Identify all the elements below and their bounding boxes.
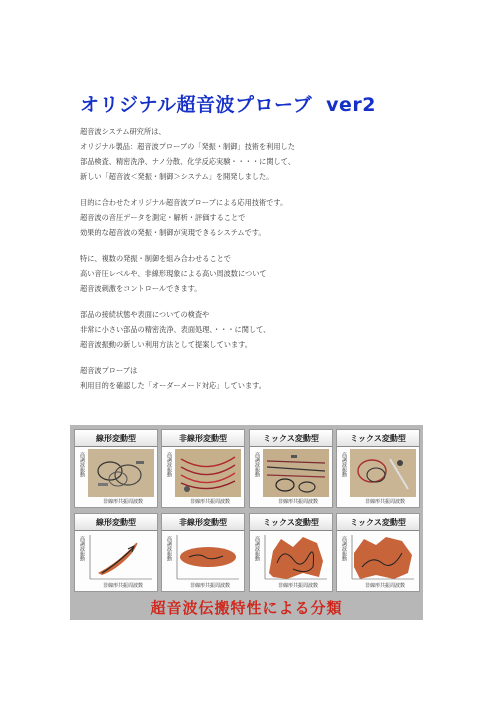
y-axis-label: 高調波振動 [79, 536, 85, 561]
panel-title: ミックス変動型 [250, 431, 332, 447]
panel-chart-4 [336, 513, 420, 592]
y-axis-label: 高調波振動 [341, 536, 347, 561]
paragraph-1 [80, 124, 420, 184]
y-axis-label: 高調波振動 [341, 452, 347, 477]
text-line: 部品検査、精密洗浄、ナノ分散、化学反応実験・・・・に関して、 [80, 157, 295, 166]
x-axis-label: 非線形共振周波数 [189, 499, 230, 505]
probe-photo [350, 449, 416, 497]
y-axis-label: 高調波振動 [254, 536, 260, 561]
text-line: オリジナル製品：超音波プローブの「発振・制御」技術を利用した [80, 142, 295, 151]
y-axis-label: 高調波振動 [254, 452, 260, 477]
panel-title: 線形変動型 [75, 431, 157, 447]
x-axis-label: 非線形共振周波数 [189, 583, 230, 589]
text-line: 超音波システム研究所は、 [80, 127, 166, 136]
y-axis-label: 高調波振動 [166, 536, 172, 561]
text-line: 部品の接続状態や表面についての検査や [80, 310, 210, 319]
title-version: ver2 [326, 94, 376, 116]
paragraph-2 [80, 195, 420, 240]
panel-title: ミックス変動型 [337, 515, 419, 531]
text-line: 効果的な超音波の発振・制御が実現できるシステムです。 [80, 228, 266, 237]
paragraph-4 [80, 307, 420, 352]
probe-photo [263, 449, 329, 497]
panel-chart-3 [249, 513, 333, 592]
distribution-plot [88, 533, 154, 581]
y-axis-label: 高調波振動 [79, 452, 85, 477]
x-axis-label: 非線形共振周波数 [364, 499, 405, 505]
title-main: オリジナル超音波プローブ [80, 94, 313, 116]
text-line: 非常に小さい部品の精密洗浄、表面処理、・・・に関して、 [80, 325, 271, 334]
distribution-plot [350, 533, 416, 581]
x-axis-label: 非線形共振周波数 [364, 583, 405, 589]
text-line: 新しい「超音波＜発振・制御＞システム」を開発しました。 [80, 172, 274, 181]
x-axis-label: 非線形共振周波数 [102, 583, 143, 589]
panel-title: ミックス変動型 [250, 515, 332, 531]
text-line: 目的に合わせたオリジナル超音波プローブによる応用技術です。 [80, 198, 288, 207]
panel-photo-2 [161, 429, 245, 508]
paragraph-5 [80, 363, 420, 393]
panel-chart-1 [74, 513, 158, 592]
panel-title: 線形変動型 [75, 515, 157, 531]
text-line: 高い音圧レベルや、非線形現象による高い周波数について [80, 269, 267, 278]
x-axis-label: 非線形共振周波数 [102, 499, 143, 505]
x-axis-label: 非線形共振周波数 [277, 583, 318, 589]
panel-title: 非線形変動型 [162, 431, 244, 447]
classification-figure [70, 425, 423, 620]
panel-chart-2 [161, 513, 245, 592]
probe-photo [175, 449, 241, 497]
x-axis-label: 非線形共振周波数 [277, 499, 318, 505]
y-axis-label: 高調波振動 [166, 452, 172, 477]
probe-photo [88, 449, 154, 497]
distribution-plot [175, 533, 241, 581]
text-line: 超音波プローブは [80, 366, 138, 375]
panel-title: ミックス変動型 [337, 431, 419, 447]
paragraph-3 [80, 251, 420, 296]
text-line: 超音波刺激をコントロールできます。 [80, 284, 202, 293]
text-line: 超音波の音圧データを測定・解析・評価することで [80, 213, 246, 222]
body-text [80, 124, 420, 404]
text-line: 超音波振動の新しい利用方法として提案しています。 [80, 340, 252, 349]
panel-title: 非線形変動型 [162, 515, 244, 531]
panel-photo-3 [249, 429, 333, 508]
text-line: 特に、複数の発振・制御を組み合わせることで [80, 254, 231, 263]
text-line: 利用目的を確認した「オーダーメード対応」しています。 [80, 381, 266, 390]
panel-photo-1 [74, 429, 158, 508]
figure-caption: 超音波伝搬特性による分類 [150, 599, 343, 617]
panel-photo-4 [336, 429, 420, 508]
page-title [80, 90, 376, 117]
distribution-plot [263, 533, 329, 581]
